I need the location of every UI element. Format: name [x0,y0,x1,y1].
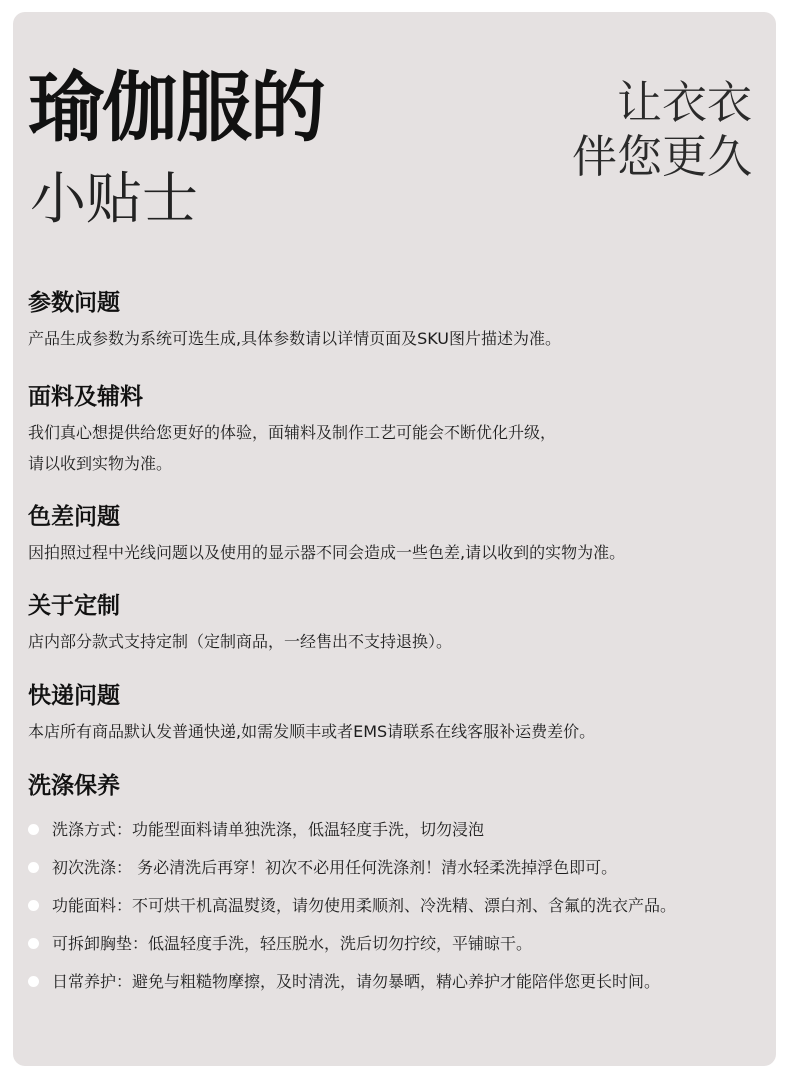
page-subtitle: 小贴士 [30,167,198,232]
care-item [28,849,768,887]
bullet-icon [28,976,39,987]
care-item [28,811,768,849]
care-item-text: 功能面料：不可烘干机高温熨烫，请勿使用柔顺剂、冷洗精、漂白剂、含氟的洗衣产品。 [52,896,677,915]
section-shipping [28,681,768,747]
section-text: 因拍照过程中光线问题以及使用的显示器不同会造成一些色差,请以收到的实物为准。 [28,543,626,562]
section-fabric [28,382,768,479]
section-heading: 快递问题 [28,683,120,709]
section-color-difference [28,502,768,568]
section-heading: 洗涤保养 [28,773,120,799]
section-text: 店内部分款式支持定制（定制商品，一经售出不支持退换）。 [28,632,453,651]
slogan-line-1: 让衣衣 [616,76,752,129]
section-care [28,771,768,1001]
bullet-icon [28,938,39,949]
section-text: 产品生成参数为系统可选生成,具体参数请以详情页面及SKU图片描述为准。 [28,329,562,348]
section-text-line: 请以收到实物为准。 [28,454,173,473]
section-heading: 关于定制 [28,593,120,619]
section-text-line: 我们真心想提供给您更好的体验，面辅料及制作工艺可能会不断优化升级， [28,423,557,442]
slogan-line-2: 伴您更久 [571,130,752,183]
care-list [28,811,768,1001]
section-heading: 色差问题 [28,504,120,530]
bullet-icon [28,862,39,873]
section-customization [28,591,768,657]
page-title: 瑜伽服的 [28,63,324,152]
care-item-text: 洗涤方式：功能型面料请单独洗涤，低温轻度手洗，切勿浸泡 [52,820,485,839]
section-parameters [28,288,768,354]
section-heading: 参数问题 [28,290,120,316]
care-item-text: 可拆卸胸垫：低温轻度手洗，轻压脱水，洗后切勿拧绞，平铺晾干。 [52,934,533,953]
care-item [28,963,768,1001]
section-text [28,417,768,479]
section-text: 本店所有商品默认发普通快递,如需发顺丰或者EMS请联系在线客服补运费差价。 [28,722,596,741]
care-item [28,887,768,925]
bullet-icon [28,900,39,911]
bullet-icon [28,824,39,835]
care-item-text: 初次洗涤： 务必清洗后再穿！初次不必用任何洗涤剂！清水轻柔洗掉浮色即可。 [52,858,618,877]
section-heading: 面料及辅料 [28,384,143,410]
care-item [28,925,768,963]
care-item-text: 日常养护：避免与粗糙物摩擦，及时清洗，请勿暴晒，精心养护才能陪伴您更长时间。 [52,972,661,991]
slogan [572,76,752,184]
